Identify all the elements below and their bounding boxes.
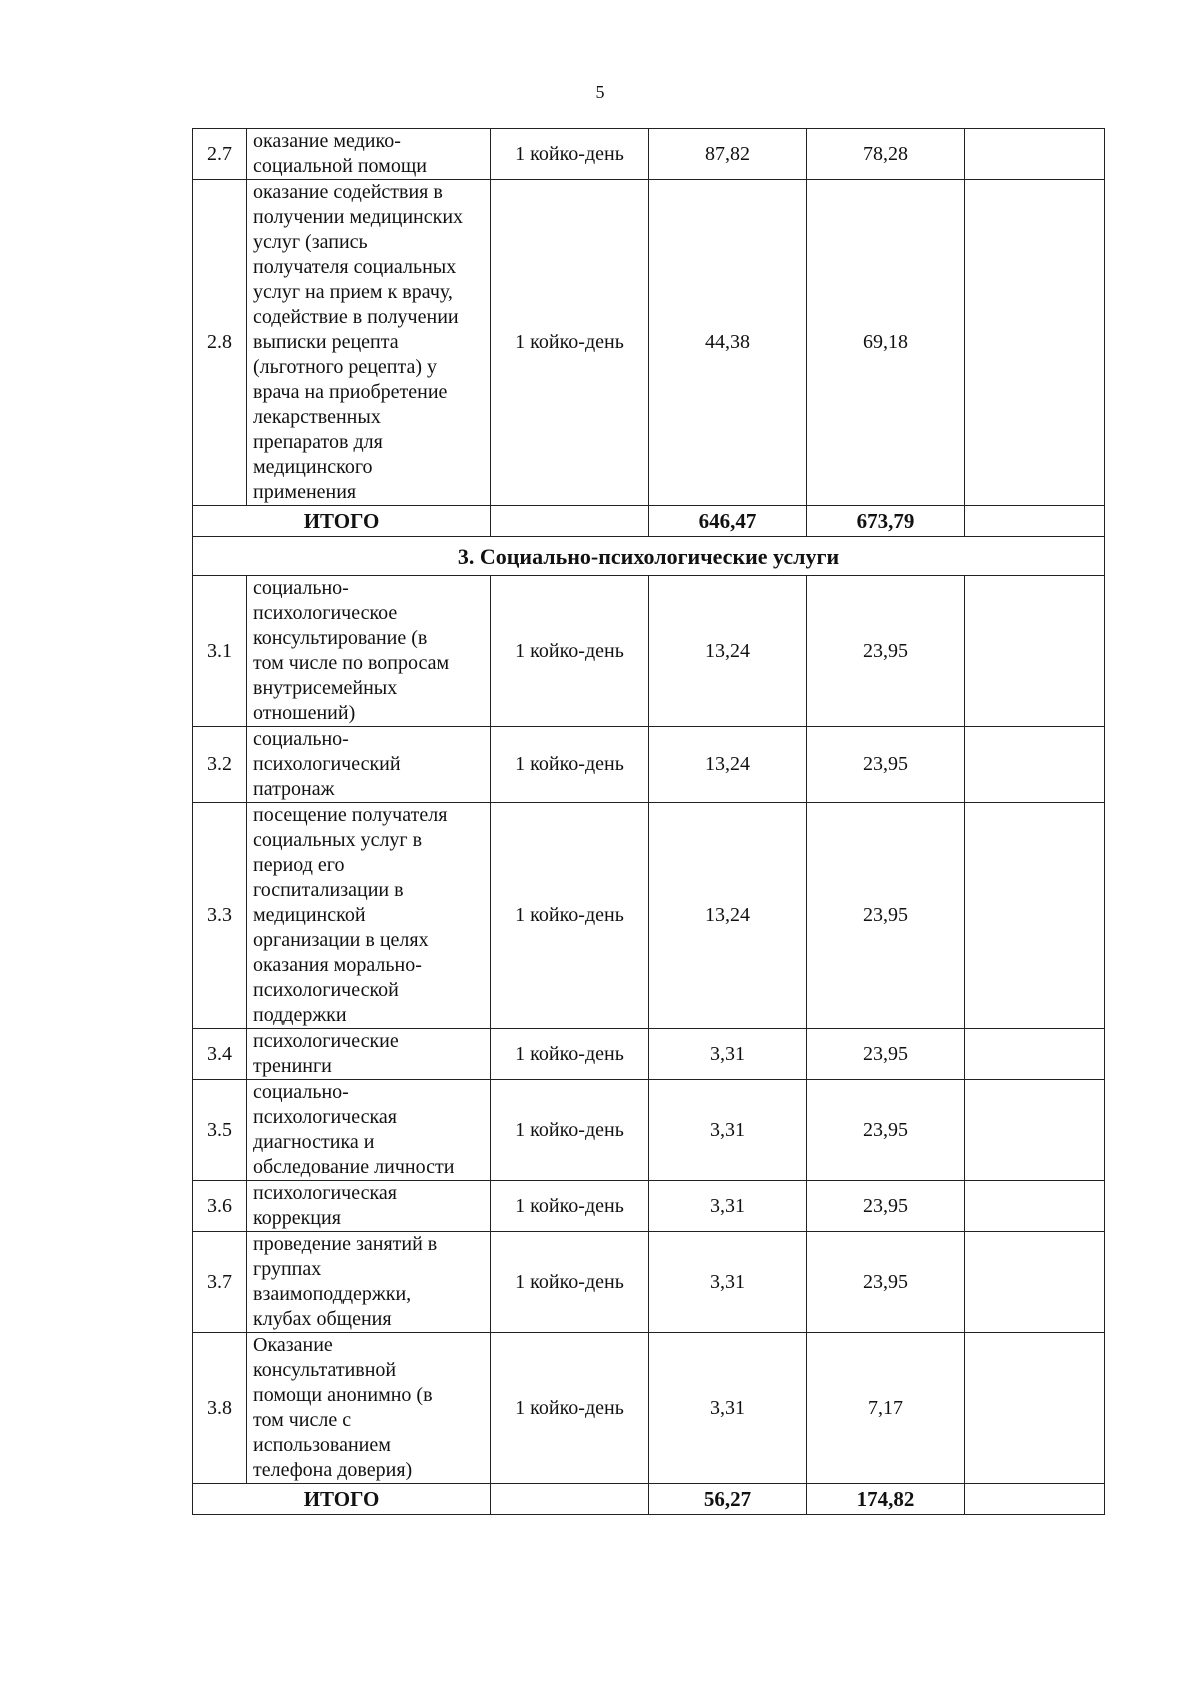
service-unit: 1 койко-день xyxy=(491,1232,649,1333)
tariff-value-1: 3,31 xyxy=(649,1232,807,1333)
total-value-1: 646,47 xyxy=(649,506,807,537)
tariff-value-2: 23,95 xyxy=(807,803,965,1029)
table-row xyxy=(193,803,1105,1029)
table-row xyxy=(193,1029,1105,1080)
table-row xyxy=(193,1333,1105,1484)
service-unit: 1 койко-день xyxy=(491,1029,649,1080)
service-unit: 1 койко-день xyxy=(491,129,649,180)
services-table xyxy=(192,128,1105,1515)
service-description: социально- психологическая диагностика и обследование личности xyxy=(247,1080,491,1181)
service-description: посещение получателя социальных услуг в период его госпитализации в медицинской организации в целях оказания морально- психологической поддержки xyxy=(247,803,491,1029)
service-description: оказание медико- социальной помощи xyxy=(247,129,491,180)
tariff-value-1: 3,31 xyxy=(649,1080,807,1181)
service-unit: 1 койко-день xyxy=(491,576,649,727)
service-description: социально- психологический патронаж xyxy=(247,727,491,803)
tariff-value-3 xyxy=(965,1232,1105,1333)
tariff-value-3 xyxy=(965,576,1105,727)
row-number: 3.3 xyxy=(193,803,247,1029)
service-description: психологическая коррекция xyxy=(247,1181,491,1232)
table-row xyxy=(193,180,1105,506)
tariff-value-1: 44,38 xyxy=(649,180,807,506)
tariff-value-1: 3,31 xyxy=(649,1029,807,1080)
total-label: ИТОГО xyxy=(193,506,491,537)
section-title: 3. Социально-психологические услуги xyxy=(193,537,1105,576)
row-number: 2.8 xyxy=(193,180,247,506)
service-description: социально- психологическое консультирование (в том числе по вопросам внутрисемейных отношений) xyxy=(247,576,491,727)
tariff-value-1: 13,24 xyxy=(649,727,807,803)
tariff-value-2: 23,95 xyxy=(807,1232,965,1333)
tariff-value-3 xyxy=(965,1181,1105,1232)
tariff-value-2: 69,18 xyxy=(807,180,965,506)
tariff-value-3 xyxy=(965,803,1105,1029)
table-row xyxy=(193,1080,1105,1181)
tariff-value-3 xyxy=(965,1080,1105,1181)
table-row xyxy=(193,129,1105,180)
tariff-value-1: 13,24 xyxy=(649,576,807,727)
tariff-value-2: 23,95 xyxy=(807,1029,965,1080)
row-number: 3.2 xyxy=(193,727,247,803)
row-number: 3.5 xyxy=(193,1080,247,1181)
tariff-value-2: 23,95 xyxy=(807,1080,965,1181)
tariff-value-3 xyxy=(965,1029,1105,1080)
total-label: ИТОГО xyxy=(193,1484,491,1515)
tariff-value-2: 23,95 xyxy=(807,727,965,803)
tariff-value-1: 87,82 xyxy=(649,129,807,180)
table-row xyxy=(193,576,1105,727)
row-number: 3.4 xyxy=(193,1029,247,1080)
total-unit xyxy=(491,1484,649,1515)
total-value-2: 174,82 xyxy=(807,1484,965,1515)
service-unit: 1 койко-день xyxy=(491,727,649,803)
row-number: 3.8 xyxy=(193,1333,247,1484)
total-value-2: 673,79 xyxy=(807,506,965,537)
tariff-value-2: 78,28 xyxy=(807,129,965,180)
service-description: оказание содействия в получении медицинских услуг (запись получателя социальных услуг на прием к врачу, содействие в получении выписки рецепта (льготного рецепта) у врача на приобретение лекарственных препаратов для медицинского применения xyxy=(247,180,491,506)
page-number: 5 xyxy=(595,82,605,102)
row-number: 3.1 xyxy=(193,576,247,727)
row-number: 2.7 xyxy=(193,129,247,180)
services-table-body xyxy=(193,129,1105,1515)
tariff-value-2: 23,95 xyxy=(807,576,965,727)
tariff-value-2: 23,95 xyxy=(807,1181,965,1232)
tariff-value-3 xyxy=(965,1333,1105,1484)
tariff-value-1: 13,24 xyxy=(649,803,807,1029)
service-description: Оказание консультативной помощи анонимно (в том числе с использованием телефона доверия) xyxy=(247,1333,491,1484)
service-description: проведение занятий в группах взаимоподдержки, клубах общения xyxy=(247,1232,491,1333)
service-unit: 1 койко-день xyxy=(491,1181,649,1232)
table-row xyxy=(193,1232,1105,1333)
section-header-row xyxy=(193,537,1105,576)
table-row xyxy=(193,727,1105,803)
total-value-1: 56,27 xyxy=(649,1484,807,1515)
total-value-3 xyxy=(965,1484,1105,1515)
total-unit xyxy=(491,506,649,537)
tariff-value-1: 3,31 xyxy=(649,1181,807,1232)
service-unit: 1 койко-день xyxy=(491,1080,649,1181)
tariff-value-3 xyxy=(965,180,1105,506)
tariff-value-2: 7,17 xyxy=(807,1333,965,1484)
service-unit: 1 койко-день xyxy=(491,803,649,1029)
row-number: 3.7 xyxy=(193,1232,247,1333)
row-number: 3.6 xyxy=(193,1181,247,1232)
total-value-3 xyxy=(965,506,1105,537)
tariff-value-1: 3,31 xyxy=(649,1333,807,1484)
service-unit: 1 койко-день xyxy=(491,1333,649,1484)
tariff-value-3 xyxy=(965,129,1105,180)
total-row xyxy=(193,1484,1105,1515)
total-row xyxy=(193,506,1105,537)
tariff-value-3 xyxy=(965,727,1105,803)
service-unit: 1 койко-день xyxy=(491,180,649,506)
table-row xyxy=(193,1181,1105,1232)
service-description: психологические тренинги xyxy=(247,1029,491,1080)
